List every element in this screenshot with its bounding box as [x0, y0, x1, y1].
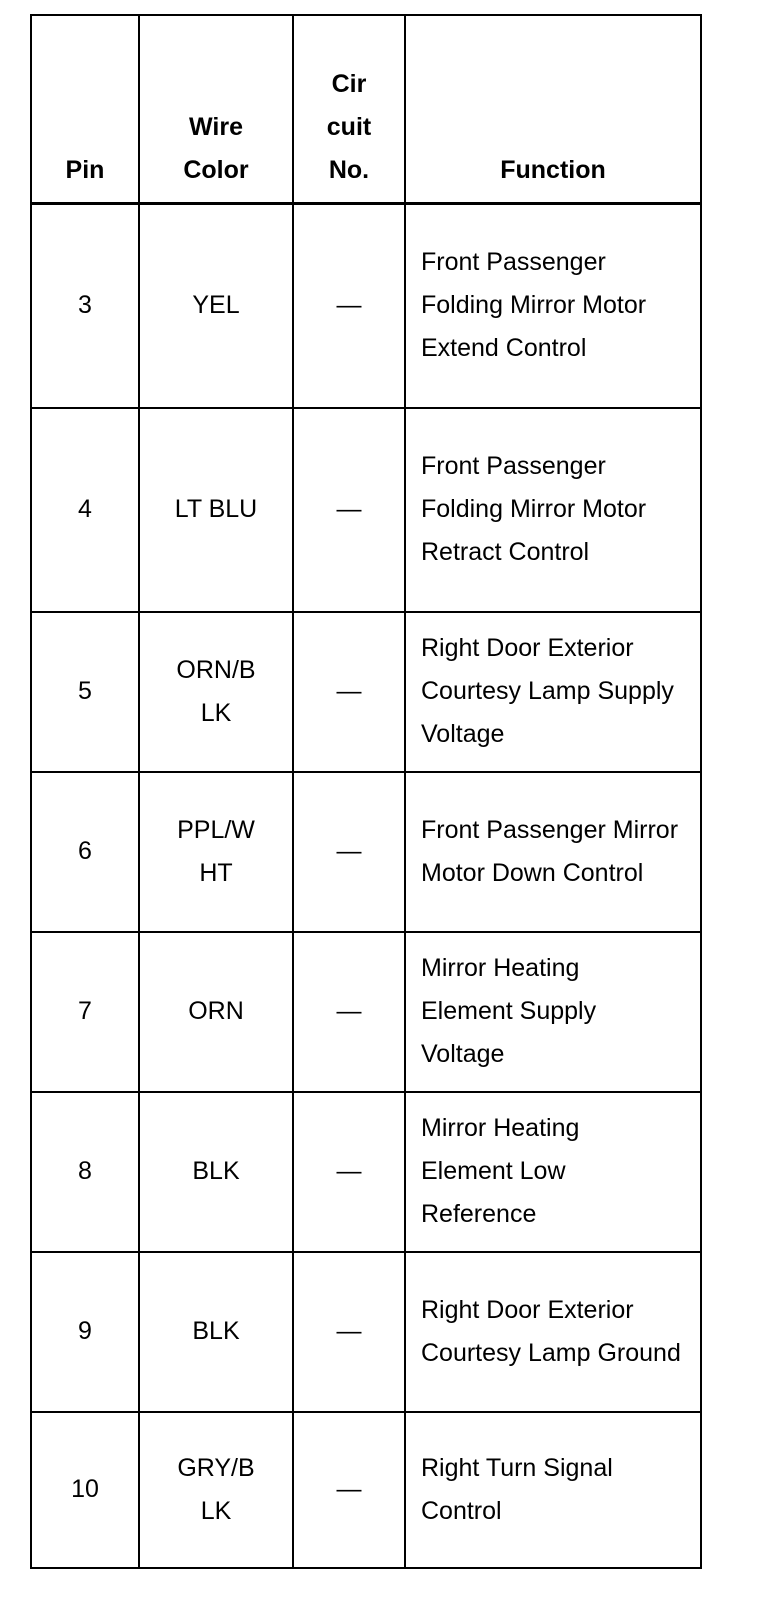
wire-color-cell: ORN/B LK [139, 612, 293, 772]
table-body [31, 204, 701, 1568]
function-cell [405, 612, 701, 772]
circuit-no-cell: — [293, 408, 405, 612]
pin-cell: 6 [31, 772, 139, 932]
wire-color-cell: ORN [139, 932, 293, 1092]
circuit-no-cell: — [293, 612, 405, 772]
wire-color-cell: YEL [139, 204, 293, 408]
function-text: Right Door Exterior Courtesy Lamp Ground [421, 1295, 681, 1367]
table-row [31, 204, 701, 408]
wire-color-cell: BLK [139, 1252, 293, 1412]
circuit-no-cell: — [293, 204, 405, 408]
table-row [31, 1412, 701, 1568]
function-cell [405, 1412, 701, 1568]
function-cell [405, 1252, 701, 1412]
pin-cell: 4 [31, 408, 139, 612]
header-function: Function [405, 15, 701, 204]
pin-cell: 9 [31, 1252, 139, 1412]
function-cell [405, 204, 701, 408]
function-text: Right Turn Signal Control [421, 1453, 613, 1525]
function-text: Mirror Heating Element Low Reference [421, 1114, 580, 1228]
header-circuit-no: Cir cuit No. [293, 15, 405, 204]
header-wire-color: Wire Color [139, 15, 293, 204]
circuit-no-cell: — [293, 1092, 405, 1252]
wire-color-cell: PPL/W HT [139, 772, 293, 932]
connector-pinout-table [30, 14, 702, 1569]
circuit-no-cell: — [293, 1252, 405, 1412]
circuit-no-cell: — [293, 1412, 405, 1568]
function-text: Front Passenger Folding Mirror Motor Extend Control [421, 248, 647, 363]
wire-color-cell: GRY/B LK [139, 1412, 293, 1568]
function-text: Right Door Exterior Courtesy Lamp Supply Voltage [421, 634, 674, 748]
function-cell [405, 932, 701, 1092]
wire-color-cell: LT BLU [139, 408, 293, 612]
function-text: Front Passenger Folding Mirror Motor Retract Control [421, 452, 647, 566]
circuit-no-cell: — [293, 932, 405, 1092]
function-cell [405, 408, 701, 612]
header-pin: Pin [31, 15, 139, 204]
table-row [31, 932, 701, 1092]
table-row [31, 772, 701, 932]
table-row [31, 612, 701, 772]
pin-cell: 10 [31, 1412, 139, 1568]
circuit-no-cell: — [293, 772, 405, 932]
table-row [31, 1252, 701, 1412]
wire-color-cell: BLK [139, 1092, 293, 1252]
function-cell [405, 772, 701, 932]
table-row [31, 1092, 701, 1252]
pin-cell: 5 [31, 612, 139, 772]
pin-cell: 3 [31, 204, 139, 408]
function-cell [405, 1092, 701, 1252]
function-text: Front Passenger Mirror Motor Down Control [421, 815, 679, 887]
function-text: Mirror Heating Element Supply Voltage [421, 954, 597, 1068]
pin-cell: 7 [31, 932, 139, 1092]
header-row [31, 15, 701, 204]
table-header [31, 15, 701, 204]
table-row [31, 408, 701, 612]
pin-cell: 8 [31, 1092, 139, 1252]
